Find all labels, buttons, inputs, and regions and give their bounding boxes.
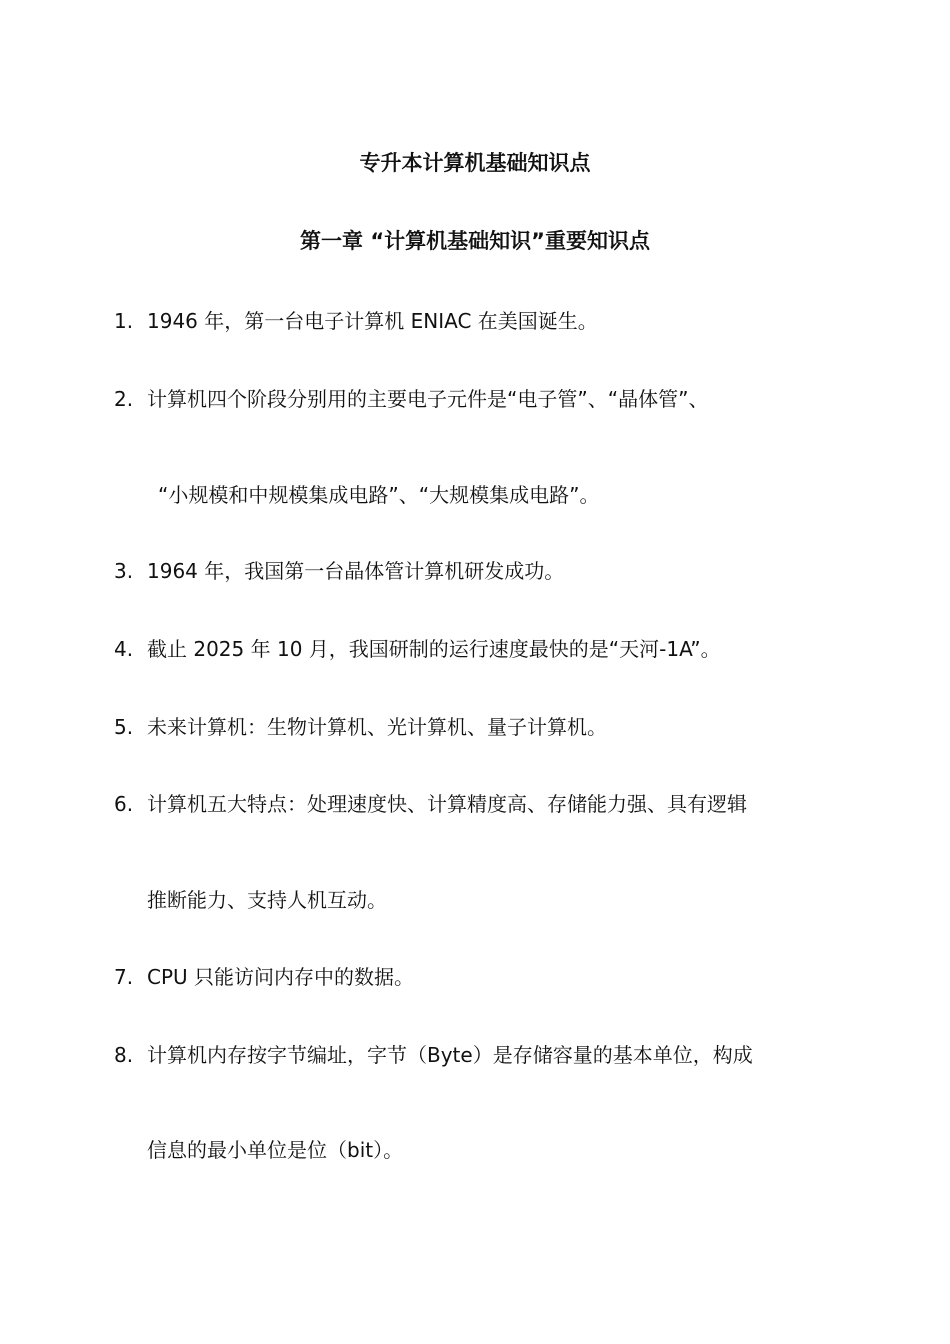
document-title: 专升本计算机基础知识点 bbox=[359, 151, 591, 175]
item-number: 7. bbox=[114, 965, 134, 989]
item-text: 计算机四个阶段分别用的主要电子元件是“电子管”、“晶体管”、 bbox=[147, 387, 709, 411]
item-number: 8. bbox=[114, 1043, 134, 1067]
item-text: CPU 只能访问内存中的数据。 bbox=[147, 965, 415, 989]
item-text: 未来计算机：生物计算机、光计算机、量子计算机。 bbox=[147, 715, 607, 739]
item-number: 6. bbox=[114, 792, 134, 816]
item-text: 计算机五大特点：处理速度快、计算精度高、存储能力强、具有逻辑 bbox=[147, 792, 747, 816]
item-number: 3. bbox=[114, 559, 134, 583]
item-number: 5. bbox=[114, 715, 134, 739]
item-number: 1. bbox=[114, 309, 134, 333]
chapter-heading: 第一章 “计算机基础知识”重要知识点 bbox=[300, 229, 650, 253]
item-number: 4. bbox=[114, 637, 134, 661]
item-text: 计算机内存按字节编址，字节（Byte）是存储容量的基本单位，构成 bbox=[147, 1043, 753, 1067]
item-text-continued: 信息的最小单位是位（bit）。 bbox=[147, 1138, 404, 1162]
item-number: 2. bbox=[114, 387, 134, 411]
item-text: 截止 2025 年 10 月，我国研制的运行速度最快的是“天河-1A”。 bbox=[147, 637, 721, 661]
item-text-continued: 推断能力、支持人机互动。 bbox=[147, 888, 387, 912]
item-text: 1964 年，我国第一台晶体管计算机研发成功。 bbox=[147, 559, 565, 583]
item-text: 1946 年，第一台电子计算机 ENIAC 在美国诞生。 bbox=[147, 309, 598, 333]
item-text-continued: “小规模和中规模集成电路”、“大规模集成电路”。 bbox=[158, 483, 600, 507]
